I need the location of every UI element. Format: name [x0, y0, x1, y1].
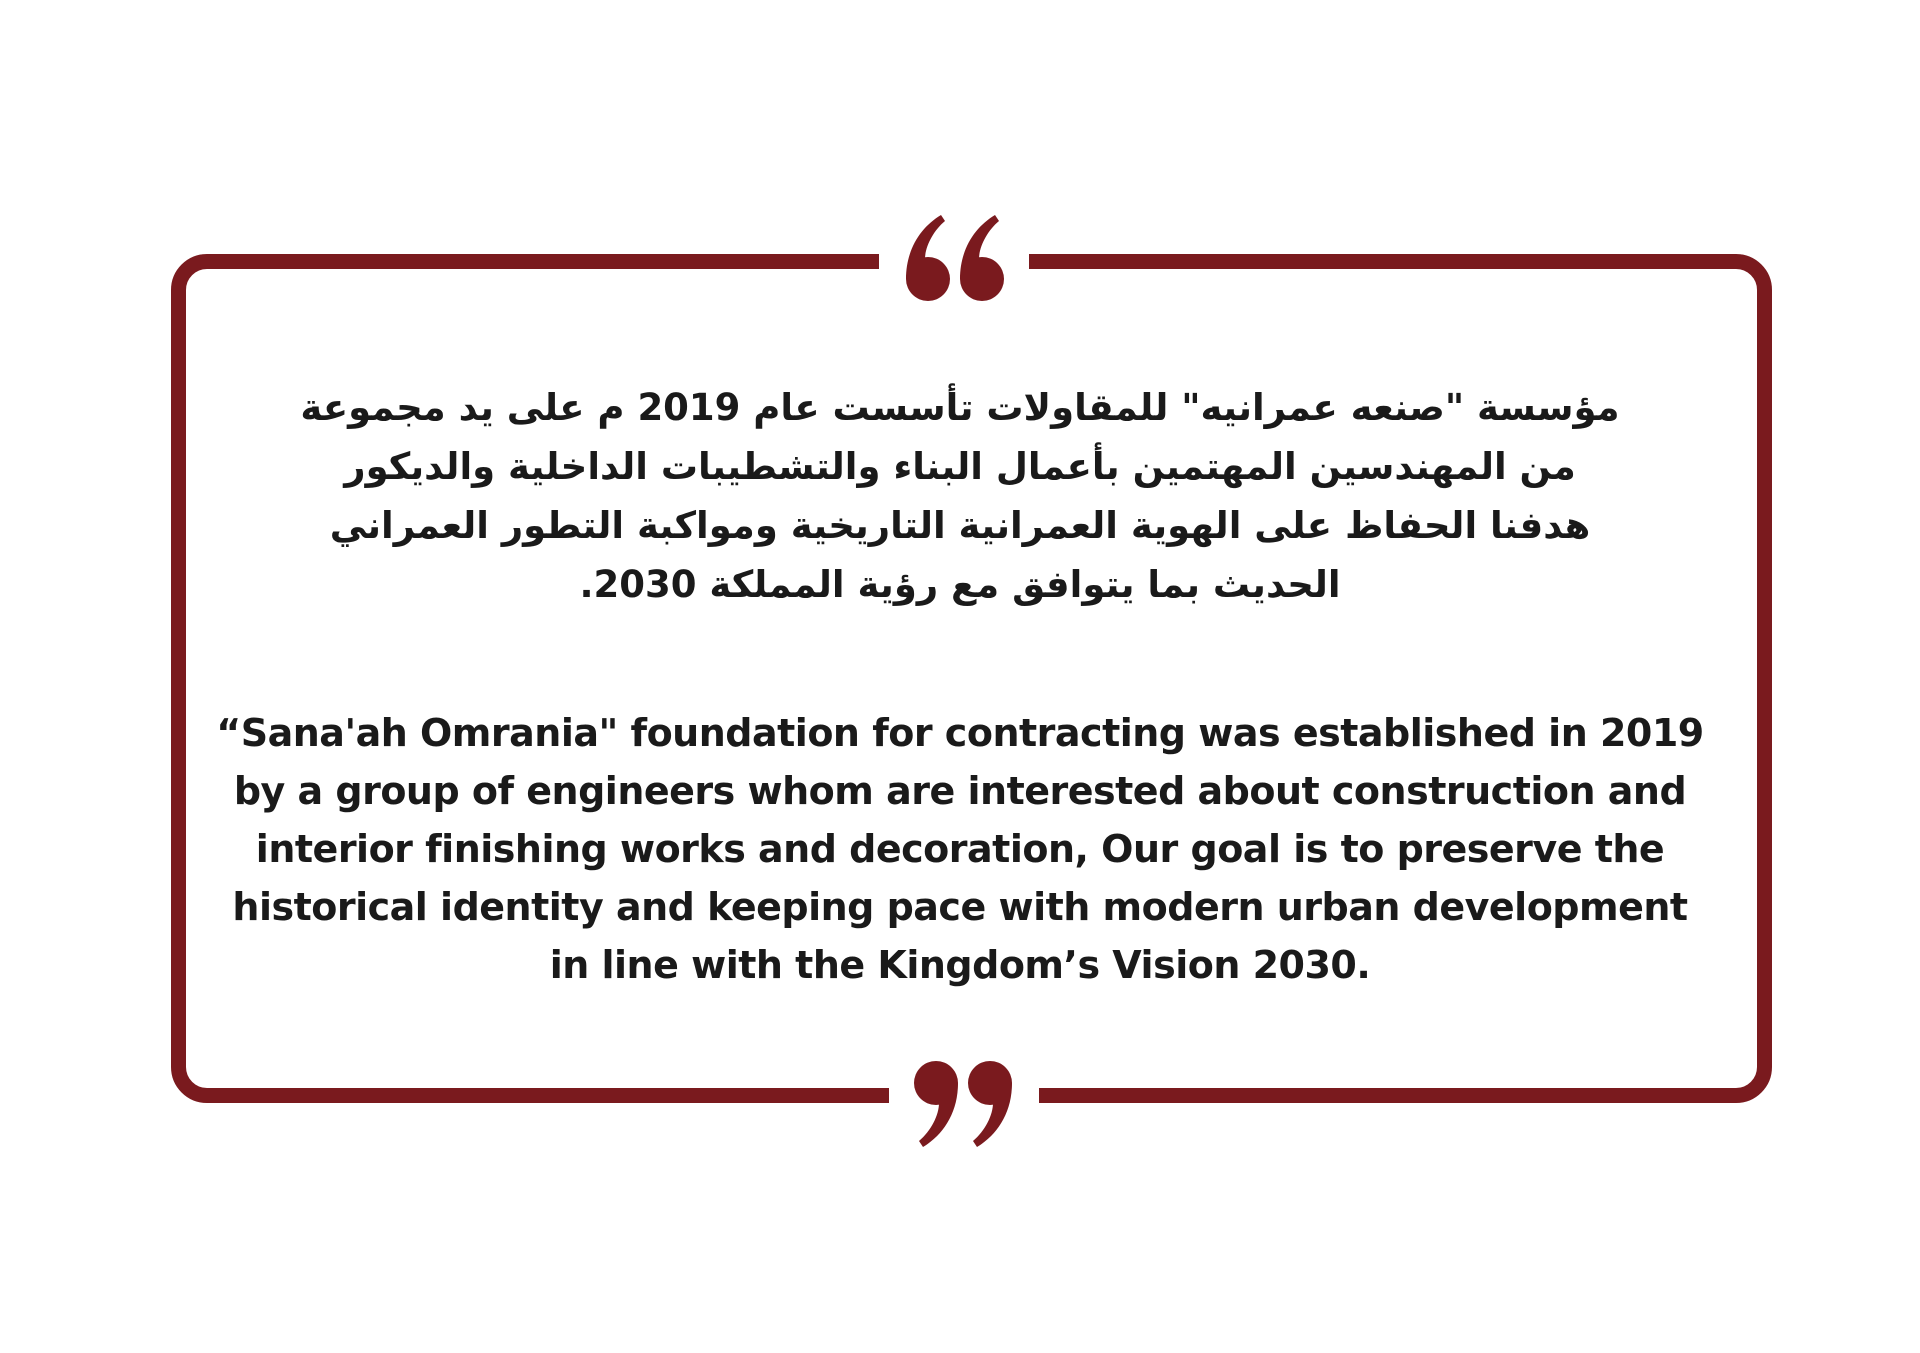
- arabic-line: من المهندسين المهتمين بأعمال البناء والتشطيبات الداخلية والديكور: [344, 445, 1576, 488]
- arabic-line: مؤسسة "صنعه عمرانيه" للمقاولات تأسست عام 2019 م على يد مجموعة: [300, 386, 1620, 429]
- opening-quote-icon: [879, 209, 1029, 309]
- english-line: “Sana'ah Omrania" foundation for contracting was established in 2019: [216, 711, 1704, 755]
- arabic-line: الحديث بما يتوافق مع رؤية المملكة 2030.: [579, 563, 1341, 606]
- english-line: in line with the Kingdom’s Vision 2030.: [549, 943, 1371, 987]
- english-line: interior finishing works and decoration, Our goal is to preserve the: [255, 827, 1665, 871]
- closing-quote-icon: [889, 1053, 1039, 1153]
- english-description: [200, 704, 1720, 994]
- english-line: by a group of engineers whom are interested about construction and: [233, 769, 1687, 813]
- english-line: historical identity and keeping pace with modern urban development: [232, 885, 1688, 929]
- arabic-line: هدفنا الحفاظ على الهوية العمرانية التاريخية ومواكبة التطور العمراني: [329, 504, 1591, 547]
- arabic-description: [250, 378, 1670, 614]
